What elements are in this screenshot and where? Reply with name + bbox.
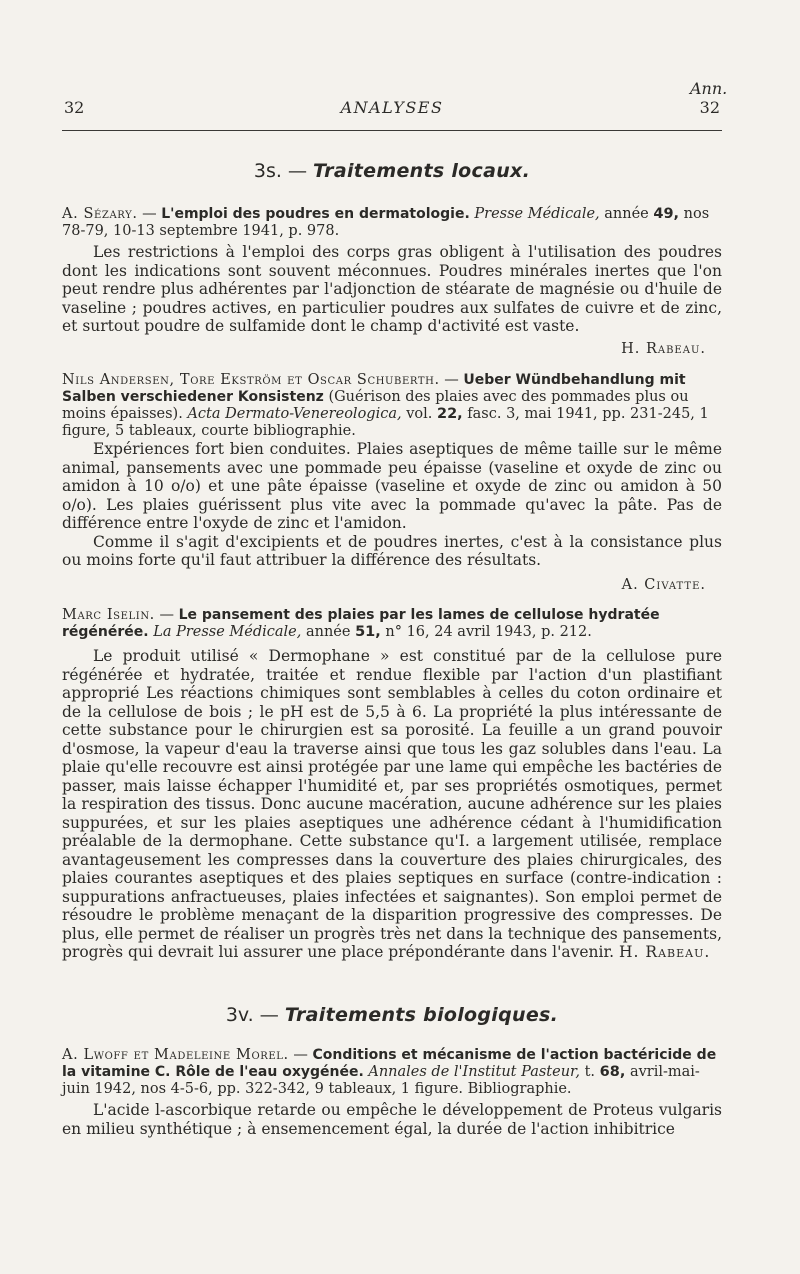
citation-journal: Presse Médicale, [474, 206, 600, 222]
running-title: ANALYSES [340, 98, 444, 117]
citation-subtitle: (Guérison des plaies avec des pommades plus ou moins épaisses). [62, 389, 689, 422]
citation-details: avril-mai-juin 1942, nos 4-5-6, pp. 322-342, 9 tableaux, 1 figure. Bibliographie. [62, 1064, 700, 1097]
citation-title: Conditions et mécanisme de l'action bactéricide de la vitamine C. Rôle de l'eau oxygénée. [62, 1047, 717, 1080]
section-number: 3v. [225, 1004, 254, 1026]
citation-dash: — [159, 607, 174, 623]
abstract-paragraph [62, 1101, 722, 1138]
abstract-text: -ascorbique retarde ou empêche le développement de [160, 1101, 588, 1119]
citation-title: Ueber Wündbehandlung mit Salben verschiedener Konsistenz [62, 372, 686, 405]
citation-dash: — [444, 372, 459, 388]
running-header [64, 98, 720, 120]
reviewer-signature: H. Rabeau. [621, 341, 706, 357]
section-dash: — [287, 160, 307, 182]
reviewer-signature: H. Rabeau. [619, 943, 711, 961]
running-head-ann: Ann. [690, 79, 728, 98]
citation-journal: Acta Dermato-Venereologica, [187, 406, 402, 422]
citation-volume: 51, [355, 624, 381, 640]
page-number-left: 32 [64, 98, 85, 117]
abstract-body [62, 243, 722, 336]
abstract-body [62, 647, 722, 962]
citation-author: A. Lwoff et Madeleine Morel. [62, 1047, 289, 1063]
abstract-body [62, 1101, 722, 1138]
citation-author: A. Sézary. [62, 206, 138, 222]
species-name: Proteus vulgaris [592, 1101, 723, 1119]
citation-journal: Annales de l'Institut Pasteur, [368, 1064, 580, 1080]
abstract-text: L'acide [93, 1101, 150, 1119]
citation-volume: 22, [436, 406, 463, 422]
section-number: 3s. [253, 160, 282, 182]
article-citation [62, 1047, 722, 1098]
abstract-body [62, 440, 722, 570]
section-title: Traitements locaux. [313, 160, 531, 182]
citation-volume-prefix: vol. [406, 406, 433, 422]
citation-volume: 49, [653, 206, 680, 222]
abstract-text: en milieu synthétique ; à ensemencement égal, la durée de l'action inhibitrice [62, 1119, 675, 1138]
header-rule [62, 130, 722, 131]
citation-journal: La Presse Médicale, [153, 624, 302, 640]
citation-dash: — [142, 206, 157, 222]
section-heading-3v [62, 1004, 722, 1026]
section-heading-3s [62, 160, 722, 182]
page-number-right: 32 [699, 98, 720, 117]
citation-year-prefix: année [305, 624, 351, 640]
citation-volume: 68, [599, 1064, 626, 1080]
citation-title: Le pansement des plaies par les lames de cellulose hydratée régénérée. [62, 607, 660, 640]
section-dash: — [259, 1004, 279, 1026]
citation-dash: — [293, 1047, 308, 1063]
abstract-italic: l [155, 1101, 161, 1119]
article-citation [62, 206, 722, 240]
abstract-paragraph: Comme il s'agit d'excipients et de poudres inertes, c'est à la consistance plus ou moins forte qu'il faut attribuer la différence des résultats. [62, 532, 722, 569]
article-citation [62, 607, 722, 641]
abstract-paragraph: Expériences fort bien conduites. Plaies aseptiques de même taille sur le même animal, pansements avec une pommade peu épaisse (vaseline et oxyde de zinc ou amidon à 10 o/o) et une pâte épaisse (vaseline et oxyde de zinc ou amidon à 50 o/o). Les plaies guérissent plus vite avec la pommade qu'avec la pâte. Pas de différence entre l'oxyde de zinc et l'amidon. [62, 440, 722, 532]
abstract-paragraph: Les restrictions à l'emploi des corps gras obligent à l'utilisation des poudres dont les indications sont souvent méconnues. Poudres minérales inertes que l'on peut rendre plus adhérentes par l'adjonction de stéarate de magnésie ou d'huile de vaseline ; poudres actives, en particulier poudres aux sulfates de cuivre et de zinc, et surtout poudre de sulfamide dont le champ d'activité est vaste. [62, 243, 722, 335]
section-title: Traitements biologiques. [284, 1004, 559, 1026]
abstract-paragraph [62, 647, 722, 962]
citation-author: Nils Andersen, Tore Ekström et Oscar Schuberth. [62, 372, 440, 388]
citation-author: Marc Iselin. [62, 607, 155, 623]
citation-details: nos 78-79, 10-13 septembre 1941, p. 978. [62, 206, 710, 239]
citation-details: fasc. 3, mai 1941, pp. 231-245, 1 figure, 5 tableaux, courte bibliographie. [62, 406, 709, 439]
citation-title: L'emploi des poudres en dermatologie. [161, 206, 470, 222]
citation-details: n° 16, 24 avril 1943, p. 212. [385, 624, 592, 640]
abstract-text: Le produit utilisé « Dermophane » est constitué par de la cellulose pure régénérée et hydratée, traitée et rendue flexible par l'action d'un plastifiant approprié Les réactions chimiques sont semblables à celles du coton ordinaire et de la cellulose de bois ; le pH est de 5,5 à 6. La propriété la plus intéressante de cette substance pour le chirurgien est sa porosité. La feuille a un grand pouvoir d'osmose, la vapeur d'eau la traverse ainsi que tous les gaz solubles dans l'eau. La plaie qu'elle recouvre est ainsi protégée par une lame qui empêche les bactéries de passer, mais laisse échapper l'humidité et, par ses propriétés osmotiques, permet la respiration des tissus. Donc aucune macération, aucune adhérence sur les plaies suppurées, et sur les plaies aseptiques une adhérence cédant à l'humidification préalable de la dermophane. Cette substance qu'I. a largement utilisée, remplace avantageusement les compresses dans la couverture des plaies chirurgicales, des plaies courantes aseptiques et des plaies septiques en surface (contre-indication : suppurations anfractueuses, plaies infectées et saignantes). Son emploi permet de résoudre le problème menaçant de la disparition progressive des compresses. De plus, elle permet de réaliser un progrès très net dans la technique des pansements, progrès qui devrait lui assurer une place prépondérante dans l'avenir. [62, 647, 722, 961]
article-citation [62, 372, 722, 440]
reviewer-signature: A. Civatte. [621, 577, 706, 593]
citation-year-prefix: année [604, 206, 649, 222]
citation-volume-prefix: t. [584, 1064, 596, 1080]
